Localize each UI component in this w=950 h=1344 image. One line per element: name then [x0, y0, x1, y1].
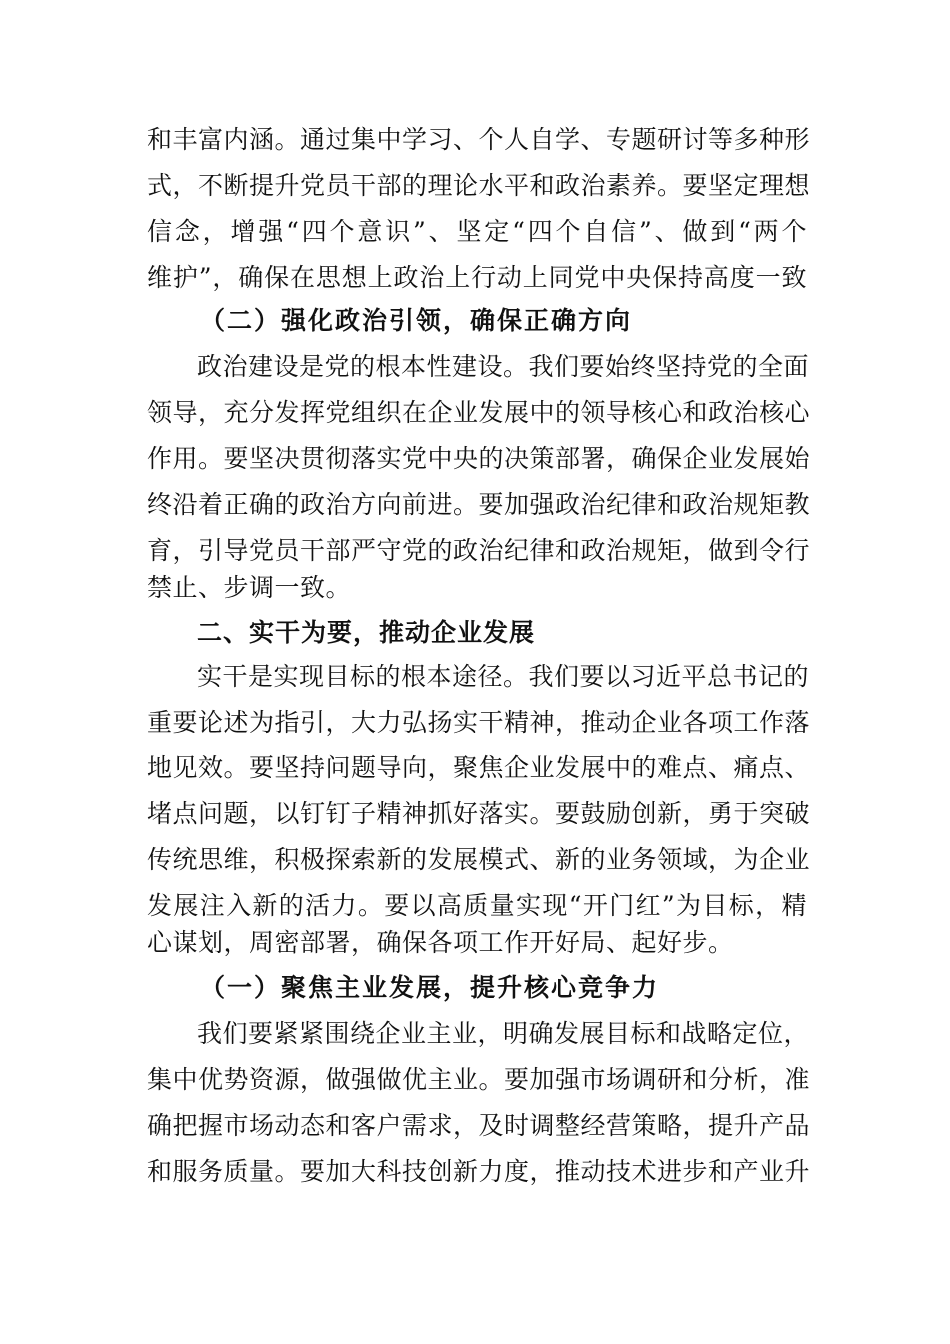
- body-text-line: 维护”，确保在思想上政治上行动上同党中央保持高度一致: [147, 263, 807, 292]
- body-text-line: 和服务质量。要加大科技创新力度，推动技术进步和产业升: [147, 1157, 811, 1186]
- paragraph-first-line: 我们要紧紧围绕企业主业，明确发展目标和战略定位，: [197, 1019, 810, 1048]
- body-text-line: 领导，充分发挥党组织在企业发展中的领导核心和政治核心: [147, 398, 811, 427]
- body-text-line: 式，不断提升党员干部的理论水平和政治素养。要坚定理想: [147, 171, 811, 200]
- body-text-line: 重要论述为指引，大力弘扬实干精神，推动企业各项工作落: [147, 708, 811, 737]
- paragraph-first-line: 实干是实现目标的根本途径。我们要以习近平总书记的: [197, 662, 810, 691]
- body-text-line: 集中优势资源，做强做优主业。要加强市场调研和分析，准: [147, 1065, 811, 1094]
- section-heading: 二、实干为要，推动企业发展: [197, 618, 536, 647]
- body-text-line: 地见效。要坚持问题导向，聚焦企业发展中的难点、痛点、: [147, 753, 811, 782]
- body-text-line: 终沿着正确的政治方向前进。要加强政治纪律和政治规矩教: [147, 490, 811, 519]
- body-text-line: 禁止、步调一致。: [147, 573, 352, 602]
- body-text-line: 和丰富内涵。通过集中学习、个人自学、专题研讨等多种形: [147, 125, 811, 154]
- body-text-line: 堵点问题，以钉钉子精神抓好落实。要鼓励创新，勇于突破: [147, 799, 811, 828]
- body-text-line: 信念，增强“四个意识”、坚定“四个自信”、做到“两个: [147, 217, 807, 246]
- paragraph-first-line: 政治建设是党的根本性建设。我们要始终坚持党的全面: [197, 352, 810, 381]
- body-text-line: 传统思维，积极探索新的发展模式、新的业务领域，为企业: [147, 845, 811, 874]
- section-subheading: （二）强化政治引领，确保正确方向: [200, 306, 633, 335]
- section-subheading: （一）聚焦主业发展，提升核心竞争力: [200, 973, 660, 1002]
- body-text-line: 育，引导党员干部严守党的政治纪律和政治规矩，做到令行: [147, 536, 811, 565]
- body-text-line: 发展注入新的活力。要以高质量实现“开门红”为目标，精: [147, 891, 807, 920]
- body-text-line: 作用。要坚决贯彻落实党中央的决策部署，确保企业发展始: [147, 444, 811, 473]
- body-text-line: 确把握市场动态和客户需求，及时调整经营策略，提升产品: [147, 1111, 811, 1140]
- body-text-line: 心谋划，周密部署，确保各项工作开好局、起好步。: [147, 928, 734, 957]
